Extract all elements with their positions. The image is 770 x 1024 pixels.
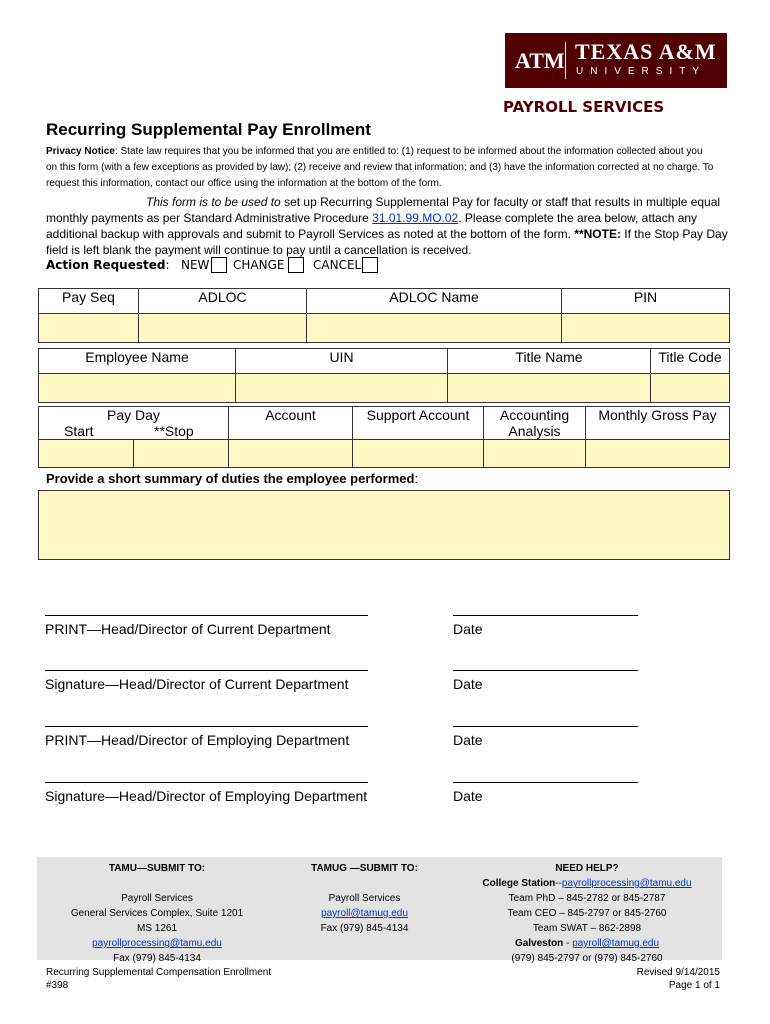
adloc-name-field[interactable] bbox=[307, 314, 562, 343]
logo-divider bbox=[565, 42, 566, 79]
header-adloc-name: ADLOC Name bbox=[307, 289, 562, 314]
account-field[interactable] bbox=[229, 440, 353, 468]
header-monthly-gross-pay: Monthly Gross Pay bbox=[586, 407, 730, 440]
header-employee-name: Employee Name bbox=[39, 349, 236, 374]
pay-day-label: Pay Day bbox=[107, 407, 160, 423]
header-accounting-analysis: Accounting Analysis bbox=[484, 407, 586, 440]
revision-info bbox=[570, 966, 720, 992]
intro-paragraph bbox=[46, 194, 736, 258]
start-label: Start bbox=[64, 423, 94, 439]
pay-day-table bbox=[38, 406, 730, 468]
date-label: Date bbox=[453, 788, 483, 804]
pay-day-fields bbox=[39, 440, 229, 468]
page-number: Page 1 of 1 bbox=[668, 980, 720, 991]
employee-name-field[interactable] bbox=[39, 374, 236, 403]
header-account: Account bbox=[229, 407, 353, 440]
privacy-notice bbox=[46, 144, 716, 192]
galveston-email-link[interactable]: payroll@tamug.edu bbox=[572, 938, 660, 949]
cs-email-link[interactable]: payrollprocessing@tamu.edu bbox=[561, 878, 692, 889]
accounting-analysis-field[interactable] bbox=[484, 440, 586, 468]
start-date-field[interactable] bbox=[39, 440, 134, 467]
tamu-line: Payroll Services bbox=[121, 893, 193, 904]
signature-line[interactable] bbox=[45, 670, 368, 671]
print-employing-label: PRINT—Head/Director of Employing Department bbox=[45, 732, 350, 748]
logo-subtitle: UNIVERSITY bbox=[576, 66, 707, 77]
signature-line[interactable] bbox=[45, 782, 368, 783]
header-pin: PIN bbox=[562, 289, 730, 314]
header-support-account: Support Account bbox=[353, 407, 484, 440]
cancel-checkbox[interactable] bbox=[362, 257, 378, 273]
note-text: If the Stop Pay Day field is left blank the payment will continue to pay until a cancellation is received. bbox=[46, 227, 728, 257]
tamug-fax: Fax (979) 845-4134 bbox=[320, 923, 409, 934]
signature-line[interactable] bbox=[45, 615, 368, 616]
tamu-submit-block bbox=[37, 861, 277, 966]
note-label: **NOTE: bbox=[574, 227, 621, 241]
form-identifier bbox=[46, 966, 271, 992]
tamug-line: Payroll Services bbox=[328, 893, 401, 904]
header-title-name: Title Name bbox=[448, 349, 651, 374]
form-number: #398 bbox=[46, 980, 69, 991]
team-line: Team PhD – 845-2782 or 845-2787 bbox=[508, 893, 666, 904]
print-current-label: PRINT—Head/Director of Current Department bbox=[45, 621, 331, 637]
galveston-phone: (979) 845-2797 or (979) 845-2760 bbox=[511, 953, 663, 964]
privacy-text: : State law requires that you be informed that you are entitled to: (1) request to be informed about the information collected about you on this form (with a few exceptions as provided by law); (2) receive and review that information; and (3) have the information corrected at no charge. To request this information, contact our office using the information at the bottom of the form. bbox=[46, 146, 714, 189]
date-line[interactable] bbox=[453, 615, 638, 616]
atm-monogram-icon: ATM bbox=[515, 48, 565, 73]
form-name: Recurring Supplemental Compensation Enrollment bbox=[46, 967, 272, 978]
summary-label: Provide a short summary of duties the employee performed: bbox=[46, 471, 419, 486]
sap-link[interactable]: 31.01.99.MO.02 bbox=[372, 211, 459, 225]
intro-text-1: set up Recurring Supplemental Pay for faculty or staff that results in multiple equal monthly payments as per Standard Administrative Procedure bbox=[46, 195, 721, 225]
help-block: NEED HELP? College Station--payrollprocessing@tamu.edu Team PhD – 845-2782 or 845-2787 Team CEO – 845-2797 or 845-2760 Team SWAT – 862-2898 Galveston - payroll@tamug.edu (979) 845-2797 or (979) 845-2760 bbox=[452, 861, 722, 966]
logo-name: TEXAS A&M bbox=[575, 39, 717, 64]
support-account-field[interactable] bbox=[353, 440, 484, 468]
date-label: Date bbox=[453, 676, 483, 692]
tamu-email-link[interactable]: payrollprocessing@tamu.edu bbox=[92, 938, 222, 949]
employee-table bbox=[38, 348, 730, 403]
stop-date-field[interactable] bbox=[134, 440, 228, 467]
tamu-fax: Fax (979) 845-4134 bbox=[113, 953, 201, 964]
header-pay-seq: Pay Seq bbox=[39, 289, 139, 314]
college-station-label: College Station bbox=[482, 878, 556, 889]
revised-date: Revised 9/14/2015 bbox=[636, 967, 720, 978]
uin-field[interactable] bbox=[236, 374, 448, 403]
team-line: Team CEO – 845-2797 or 845-2760 bbox=[507, 908, 667, 919]
adloc-field[interactable] bbox=[139, 314, 307, 343]
option-change-label: CHANGE bbox=[233, 258, 285, 272]
tamu-line: General Services Complex, Suite 1201 bbox=[70, 908, 244, 919]
date-line[interactable] bbox=[453, 782, 638, 783]
tamu-heading: TAMU—SUBMIT TO: bbox=[108, 863, 206, 874]
stop-label: **Stop bbox=[154, 423, 194, 439]
privacy-label: Privacy Notice bbox=[46, 146, 115, 157]
galveston-label: Galveston bbox=[514, 938, 564, 949]
new-checkbox[interactable] bbox=[211, 257, 227, 273]
pin-field[interactable] bbox=[562, 314, 730, 343]
date-line[interactable] bbox=[453, 726, 638, 727]
change-checkbox[interactable] bbox=[288, 257, 304, 273]
tamug-submit-block bbox=[277, 861, 452, 936]
action-requested-label: Action Requested: bbox=[46, 258, 170, 272]
option-new-label: NEW bbox=[181, 258, 210, 272]
intro-text-2: . Please complete the area below, attach any additional backup with approvals and submit to Payroll Services as noted at the bottom of the form. bbox=[46, 211, 698, 241]
summary-field[interactable] bbox=[38, 490, 730, 560]
pay-seq-field[interactable] bbox=[39, 314, 139, 343]
tamug-email-link[interactable]: payroll@tamug.edu bbox=[321, 908, 408, 919]
title-name-field[interactable] bbox=[448, 374, 651, 403]
date-label: Date bbox=[453, 732, 483, 748]
submit-info-footer bbox=[37, 857, 722, 964]
department-name: PAYROLL SERVICES bbox=[503, 98, 665, 116]
title-code-field[interactable] bbox=[651, 374, 730, 403]
form-title: Recurring Supplemental Pay Enrollment bbox=[46, 120, 371, 139]
tamu-logo bbox=[505, 33, 727, 88]
signature-line[interactable] bbox=[45, 726, 368, 727]
tamug-heading: TAMUG —SUBMIT TO: bbox=[311, 863, 418, 874]
header-title-code: Title Code bbox=[651, 349, 730, 374]
header-pay-day bbox=[39, 407, 229, 440]
help-heading: NEED HELP? bbox=[555, 863, 619, 874]
intro-italic: This form is to be used to bbox=[146, 195, 281, 209]
monthly-gross-pay-field[interactable] bbox=[586, 440, 730, 468]
header-uin: UIN bbox=[236, 349, 448, 374]
team-line: Team SWAT – 862-2898 bbox=[532, 923, 642, 934]
option-cancel-label: CANCEL bbox=[313, 258, 362, 272]
signature-employing-label: Signature—Head/Director of Employing Department bbox=[45, 788, 368, 804]
signature-current-label: Signature—Head/Director of Current Department bbox=[45, 676, 349, 692]
date-line[interactable] bbox=[453, 670, 638, 671]
date-label: Date bbox=[453, 621, 483, 637]
header-adloc: ADLOC bbox=[139, 289, 307, 314]
pay-seq-table bbox=[38, 288, 730, 343]
tamu-line: MS 1261 bbox=[136, 923, 178, 934]
